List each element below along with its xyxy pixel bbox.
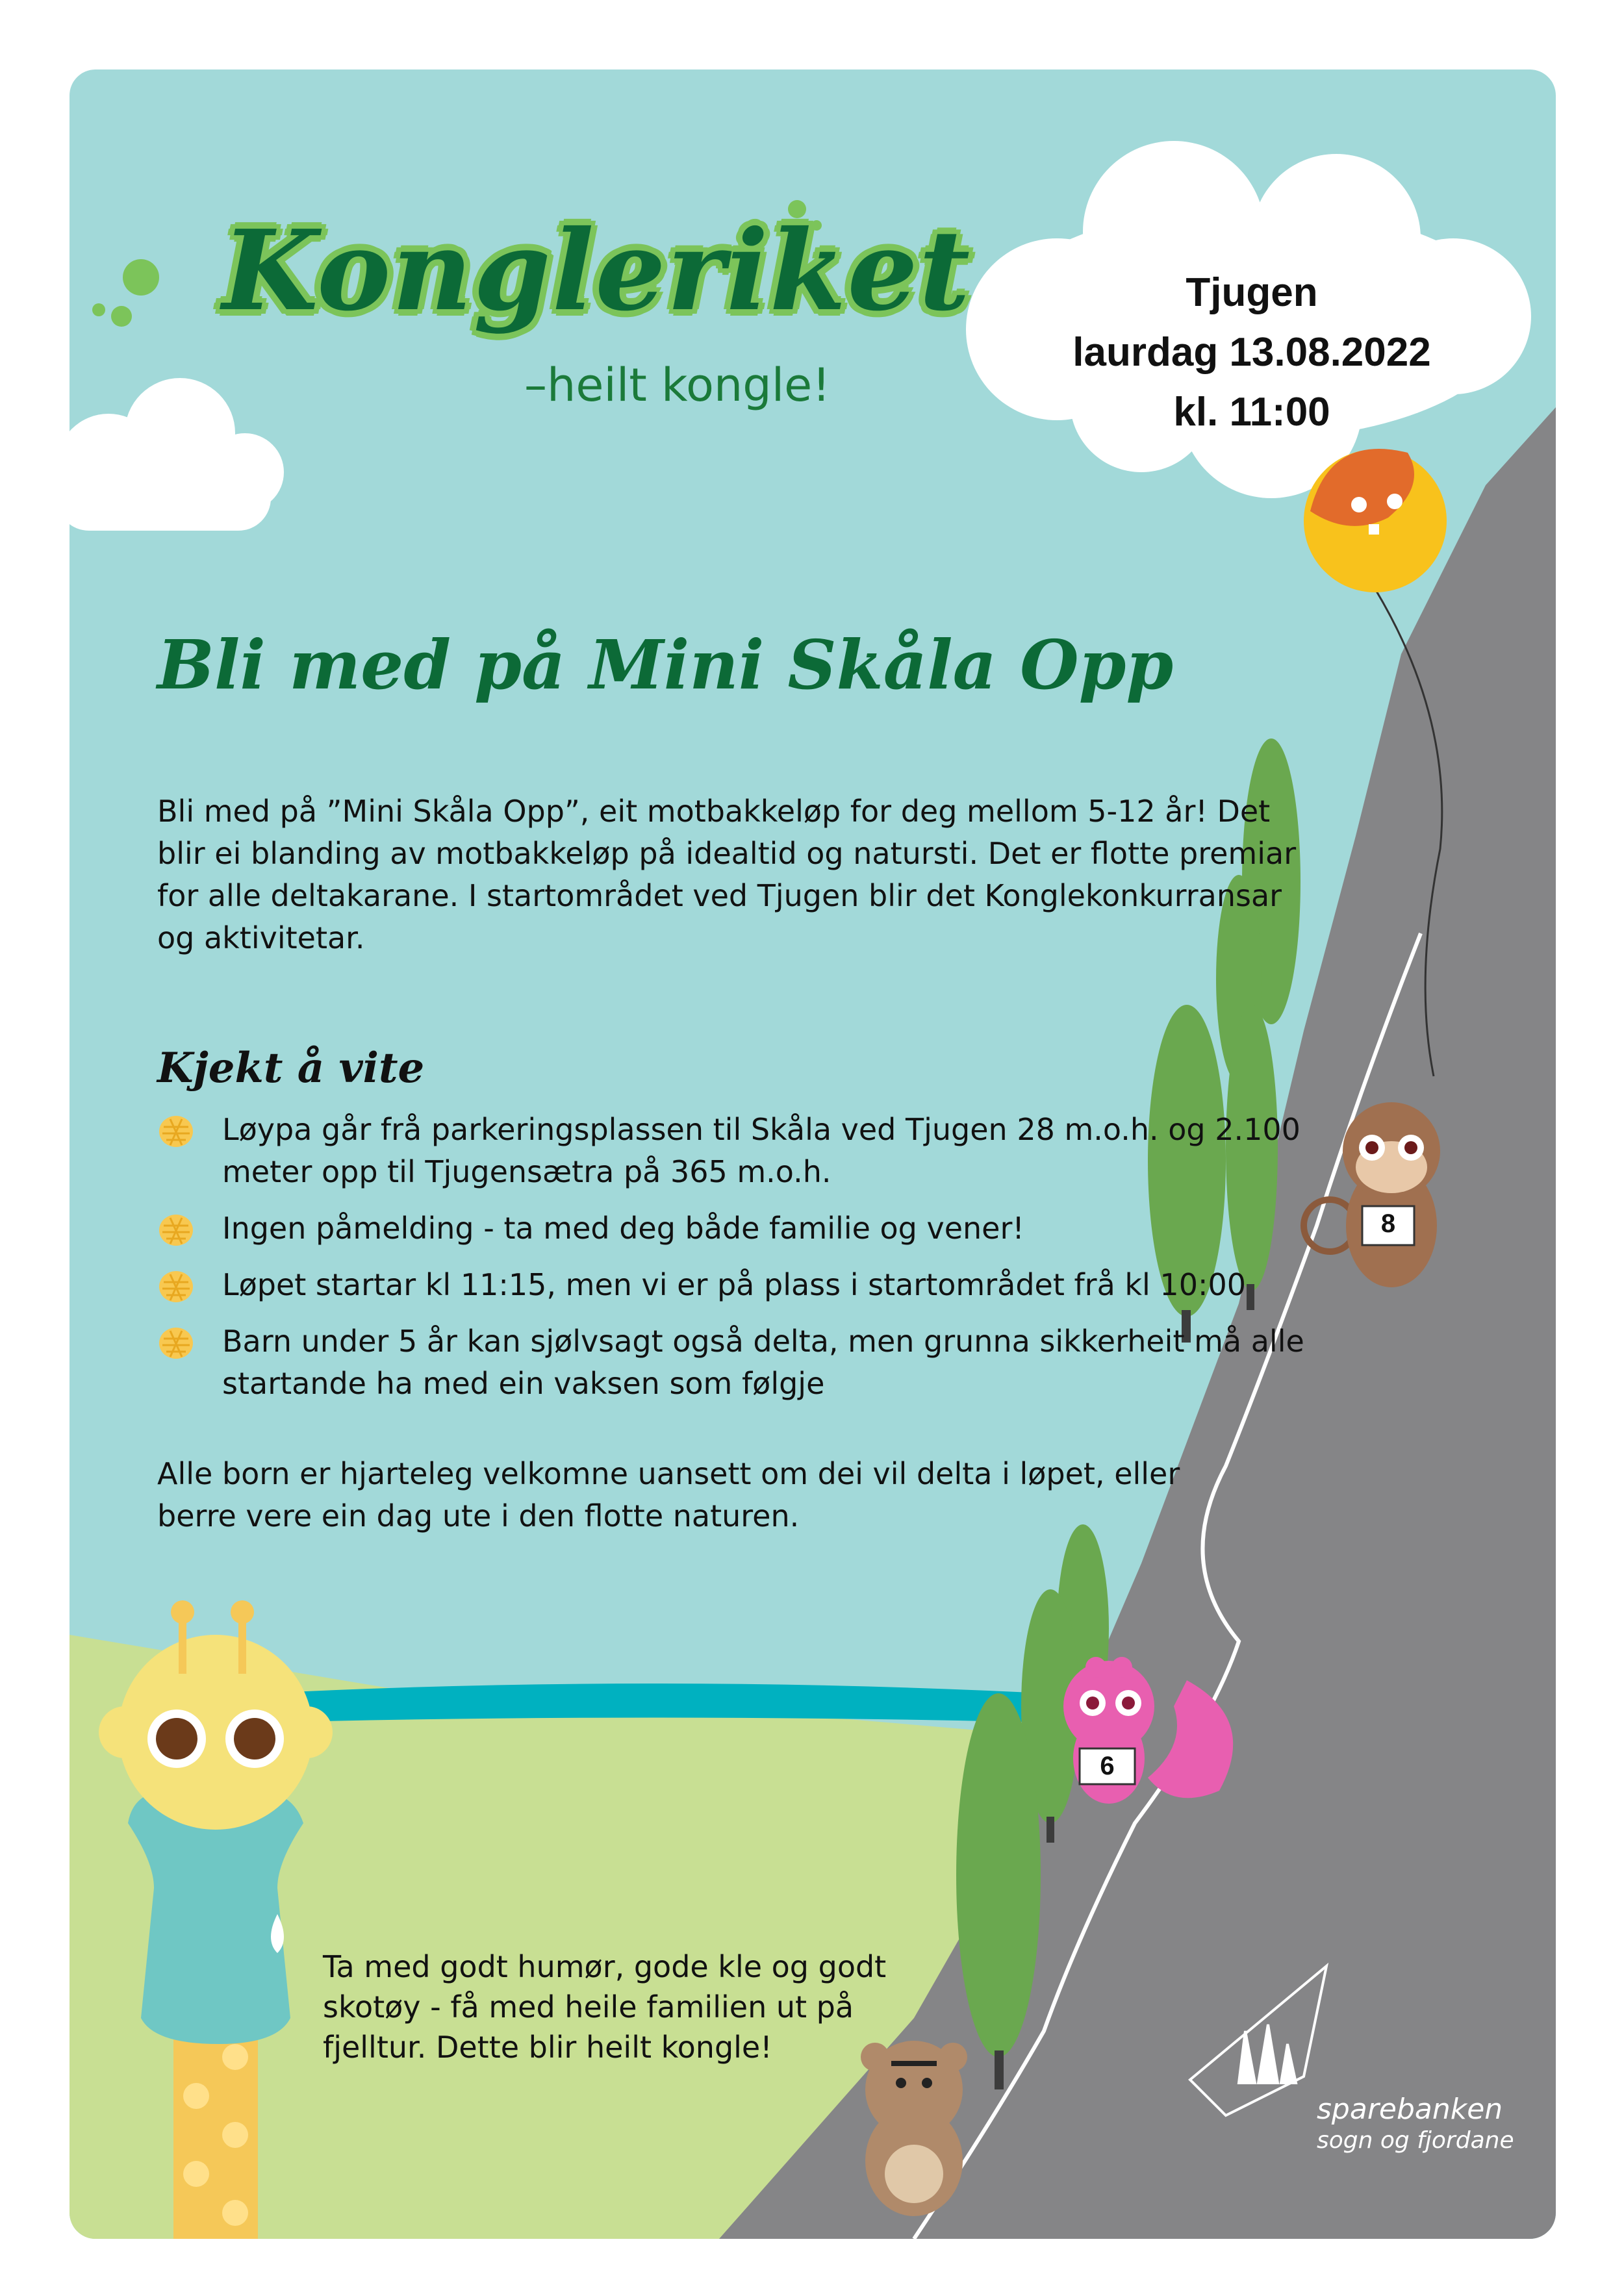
- sponsor-name: sparebanken: [1317, 2093, 1503, 2126]
- event-date: laurdag 13.08.2022: [1072, 330, 1431, 375]
- monkey-bib-number: 8: [1380, 1209, 1396, 1238]
- list-item: [157, 1207, 1391, 1250]
- fact-text: Løypa går frå parkeringsplassen til Skåla ved Tjugen 28 m.o.h. og 2.100 meter opp til Tjugensætra på 365 m.o.h.: [222, 1112, 1300, 1189]
- sponsor-region: sogn og fjordane: [1317, 2127, 1514, 2154]
- headline: Bli med på Mini Skåla Opp: [157, 625, 1174, 705]
- fact-text: Løpet startar kl 11:15, men vi er på plass i startområdet frå kl 10:00: [222, 1267, 1246, 1302]
- pinecone-icon: [157, 1114, 195, 1149]
- list-item: [157, 1320, 1391, 1405]
- list-item: [157, 1109, 1391, 1193]
- facts-title: Kjekt å vite: [157, 1044, 425, 1092]
- lake: [264, 1684, 1044, 1722]
- event-info: [992, 263, 1512, 442]
- pinecone-icon: [157, 1269, 195, 1304]
- intro-paragraph: Bli med på ”Mini Skåla Opp”, eit motbakkeløp for deg mellom 5-12 år! Det blir ei blanding av motbakkeløp på idealtid og natursti. Det er flotte premiar for alle deltakarane. I startområdet ved Tjugen blir det Konglekonkurransar og aktivitetar.: [157, 794, 1297, 955]
- squirrel-bib-number: 6: [1100, 1752, 1115, 1780]
- welcome-paragraph: Alle born er hjarteleg velkomne uansett om dei vil delta i løpet, eller berre vere ein dag ute i den flotte naturen.: [157, 1456, 1180, 1533]
- logo-title: Kongleriket: [222, 206, 972, 336]
- event-time: kl. 11:00: [1173, 390, 1330, 435]
- top-left-cloud: [70, 378, 284, 531]
- event-location: Tjugen: [1186, 270, 1318, 315]
- facts-list: [157, 1109, 1391, 1419]
- fact-text: Ingen påmelding - ta med deg både familie og vener!: [222, 1211, 1024, 1246]
- pinecone-icon: [157, 1326, 195, 1361]
- logo-tagline: –heilt kongle!: [524, 359, 831, 412]
- bring-paragraph: Ta med godt humør, gode kle og godt skotøy - få med heile familien ut på fjelltur. Dette blir heilt kongle!: [323, 1949, 887, 2065]
- pinecone-icon: [157, 1213, 195, 1248]
- list-item: [157, 1264, 1391, 1306]
- fact-text: Barn under 5 år kan sjølvsagt også delta, men grunna sikkerheit må alle startande ha med ein vaksen som følgje: [222, 1324, 1304, 1401]
- poster: [70, 69, 1556, 2239]
